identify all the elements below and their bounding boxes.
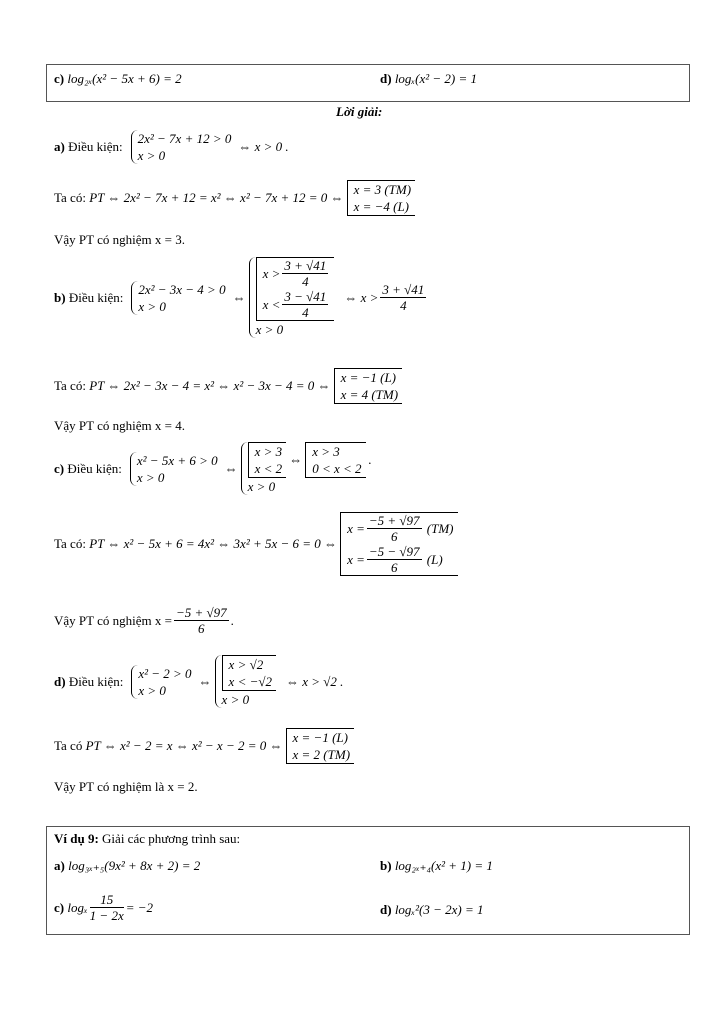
condition-label: Điều kiện: xyxy=(68,139,123,154)
bracket-row: x > 3 xyxy=(312,444,340,459)
period: . xyxy=(368,452,372,467)
math-expression: logₓ(x² − 2) = 1 xyxy=(394,71,477,86)
system-row: x > 0 xyxy=(138,298,166,314)
condition-label: Điều kiện: xyxy=(68,289,124,305)
fraction-denominator: 6 xyxy=(390,560,398,575)
root: x = 3 (TM) xyxy=(353,182,412,197)
equation-prefix: Ta có xyxy=(54,738,83,753)
fraction-denominator: 4 xyxy=(400,298,407,313)
log-fraction xyxy=(90,892,124,923)
nested-system xyxy=(215,655,283,708)
condition-label: Điều kiện: xyxy=(68,673,124,689)
example-title xyxy=(54,831,240,847)
fraction-numerator: 3 + √41 xyxy=(284,258,327,273)
conclusion-fraction xyxy=(174,605,229,636)
example-item-c xyxy=(54,892,153,923)
condition-result: ⇔ x > 0 . xyxy=(238,139,289,154)
roots-bracket xyxy=(347,180,416,216)
part-c-conclusion: Vậy PT có nghiệm x = $\frac{-5 + √97}{6}$ . xyxy=(54,605,234,636)
equiv-symbol: ⇔ xyxy=(224,460,238,476)
system-row: x > 0 xyxy=(221,692,250,707)
system-row: x > 0 xyxy=(137,148,166,163)
bracket-row: 0 < x < 2 xyxy=(312,461,362,476)
condition-result: ⇔ x > √2 . xyxy=(286,673,344,689)
part-b-conclusion: Vậy PT có nghiệm x = 4. xyxy=(54,418,185,433)
fraction-numerator: −5 + √97 xyxy=(175,605,227,620)
part-a-conclusion: Vậy PT có nghiệm x = 3. xyxy=(54,232,185,247)
math-expression: log₂ₓ₊₄(x² + 1) = 1 xyxy=(394,858,493,873)
example-item-d xyxy=(380,902,484,918)
roots-bracket xyxy=(286,728,355,764)
math-expression: log₂ₓ(x² − 5x + 6) = 2 xyxy=(67,71,182,86)
fraction-numerator: 3 + √41 xyxy=(382,282,425,297)
equation-prefix: Ta có: xyxy=(54,536,86,551)
equation-rhs: = −2 xyxy=(125,899,154,915)
fraction-denominator: 1 − 2x xyxy=(89,908,124,923)
top-item-c xyxy=(54,71,182,87)
nested-bracket xyxy=(222,655,276,691)
nested-bracket xyxy=(256,257,335,321)
system-row: 2x² − 7x + 12 > 0 xyxy=(137,131,232,146)
item-label: b) xyxy=(380,858,392,873)
fraction-denominator: 4 xyxy=(302,274,309,289)
bracket-row: x < 2 xyxy=(254,461,283,476)
system-row: 2x² − 3x − 4 > 0 xyxy=(138,281,226,297)
part-b-equation xyxy=(54,368,405,404)
part-d-conclusion: Vậy PT có nghiệm là x = 2. xyxy=(54,779,198,794)
item-label: d) xyxy=(380,902,392,917)
system-row: x > 0 xyxy=(138,682,166,698)
part-d-equation xyxy=(54,728,357,764)
solution-title: Lời giải: xyxy=(336,104,383,119)
equation-chain: PT ⇔ x² − 5x + 6 = 4x² ⇔ 3x² + 5x − 6 = 0 ⇔ xyxy=(89,536,338,551)
root: x = 2 (TM) xyxy=(292,747,351,762)
condition-system xyxy=(130,452,222,486)
fraction-denominator: 6 xyxy=(198,621,205,636)
bracket-row: x > √2 xyxy=(228,657,264,672)
root-tag: (L) xyxy=(426,552,443,567)
fraction-numerator: −5 − √97 xyxy=(368,544,420,559)
example-item-b xyxy=(380,858,493,874)
equiv-symbol: ⇔ xyxy=(198,673,212,689)
system-row: x > 0 xyxy=(247,479,276,494)
equation-chain: PT ⇔ 2x² − 3x − 4 = x² ⇔ x² − 3x − 4 = 0 ⇔ xyxy=(89,378,331,393)
equiv-symbol: ⇔ xyxy=(232,289,246,305)
part-label: d) xyxy=(54,673,66,689)
part-label: a) xyxy=(54,139,65,154)
root: x = −1 (L) xyxy=(292,730,348,745)
root-tag: (TM) xyxy=(426,521,454,536)
equation-chain: PT ⇔ 2x² − 7x + 12 = x² ⇔ x² − 7x + 12 = 0 ⇔ xyxy=(89,190,344,205)
equiv-symbol: ⇔ xyxy=(289,452,303,467)
math-expression: log₃ₓ₊₅(9x² + 8x + 2) = 2 xyxy=(68,858,201,873)
example-title-bold: Ví dụ 9: xyxy=(54,831,99,846)
condition-system xyxy=(131,665,195,699)
system-row: x > 0 xyxy=(255,322,284,337)
system-row: x > 0 xyxy=(136,469,165,485)
conclusion-text: Vậy PT có nghiệm x = xyxy=(54,612,172,628)
nested-system xyxy=(241,442,376,495)
item-label: a) xyxy=(54,858,65,873)
ineq-prefix: x > xyxy=(262,266,281,281)
condition-label: Điều kiện: xyxy=(67,460,122,476)
part-label: b) xyxy=(54,289,66,305)
fraction-denominator: 6 xyxy=(390,529,398,544)
result-prefix: ⇔ x > xyxy=(344,289,379,305)
example-title-text: Giải các phương trình sau: xyxy=(102,831,241,846)
top-item-d xyxy=(380,71,477,87)
bracket-row: x < −√2 xyxy=(228,674,272,689)
log-prefix: logₓ xyxy=(67,899,88,915)
item-label: d) xyxy=(380,71,392,86)
system-row: x² − 5x + 6 > 0 xyxy=(136,452,218,468)
root: x = −4 (L) xyxy=(353,199,410,214)
condition-system xyxy=(131,130,236,164)
part-a-equation xyxy=(54,180,418,216)
bracket-row: x > 3 xyxy=(254,444,283,459)
equation-chain: PT ⇔ x² − 2 = x ⇔ x² − x − 2 = 0 ⇔ xyxy=(85,738,283,753)
ineq-prefix: x < xyxy=(262,297,281,312)
part-c-equation xyxy=(54,512,461,576)
result-fraction xyxy=(380,282,426,313)
example-item-a xyxy=(54,858,200,874)
root: x = −1 (L) xyxy=(340,370,397,385)
item-label: c) xyxy=(54,899,65,915)
result-bracket xyxy=(305,442,365,478)
item-label: c) xyxy=(54,71,65,86)
roots-bracket xyxy=(334,368,403,404)
nested-system xyxy=(249,257,342,338)
fraction-numerator: 3 − √41 xyxy=(284,289,327,304)
condition-system xyxy=(131,281,229,315)
fraction-denominator: 4 xyxy=(302,305,309,320)
nested-bracket xyxy=(248,442,287,478)
fraction-numerator: −5 + √97 xyxy=(368,513,420,528)
root: x = 4 (TM) xyxy=(340,387,399,402)
part-b-condition xyxy=(54,257,428,338)
roots-bracket: x = $\frac{-5 + √97}{6}$ (TM) x = $\frac{-5 - √97}{6}$ (L) xyxy=(340,512,457,576)
part-c-condition xyxy=(54,442,379,495)
part-a-condition xyxy=(54,130,289,164)
equation-prefix: Ta có: xyxy=(54,378,86,393)
part-label: c) xyxy=(54,460,65,476)
part-d-condition xyxy=(54,655,343,708)
fraction-numerator: 15 xyxy=(90,892,124,908)
equation-prefix: Ta có: xyxy=(54,190,86,205)
system-row: x² − 2 > 0 xyxy=(138,665,192,681)
math-expression: logₓ²(3 − 2x) = 1 xyxy=(394,902,484,917)
